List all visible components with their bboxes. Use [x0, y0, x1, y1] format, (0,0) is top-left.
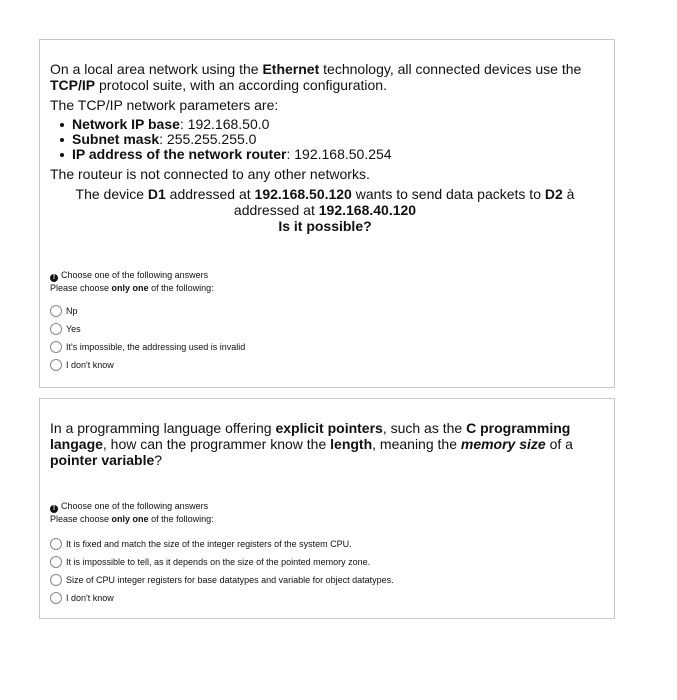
option-label: It is fixed and match the size of the integer registers of the system CPU. — [66, 539, 352, 549]
text: , how can the programmer know the — [102, 436, 331, 452]
text: of the following: — [148, 514, 214, 524]
option-label: It is impossible to tell, as it depends on the size of the pointed memory zone. — [66, 557, 371, 567]
param-subnet-mask — [72, 132, 600, 147]
text: Ethernet — [262, 61, 320, 77]
radio-button[interactable] — [50, 574, 62, 586]
text: D1 — [147, 186, 166, 202]
text: protocol suite, with an according configuration. — [95, 77, 387, 93]
text: à — [562, 186, 575, 202]
text: Please choose — [50, 283, 112, 293]
text: On a local area network using the — [50, 61, 263, 77]
answer-option[interactable] — [50, 302, 245, 320]
info-icon: ! — [50, 505, 58, 513]
option-label: Size of CPU integer registers for base datatypes and variable for object datatypes. — [66, 575, 394, 585]
question-2-text — [50, 420, 600, 468]
answer-help — [50, 269, 214, 294]
help-line-1 — [50, 500, 214, 513]
radio-button[interactable] — [50, 556, 62, 568]
text: memory size — [460, 436, 546, 452]
option-label: Yes — [66, 324, 81, 334]
param-label: Network IP base — [72, 116, 180, 132]
text: 192.168.50.120 — [254, 186, 352, 202]
param-value: : 255.255.255.0 — [159, 131, 257, 147]
text: of the following: — [148, 283, 214, 293]
text: of a — [545, 436, 573, 452]
text: In a programming language offering — [50, 420, 276, 436]
text: 192.168.40.120 — [318, 202, 417, 218]
question-1-text — [50, 61, 600, 234]
answer-option[interactable] — [50, 356, 245, 374]
option-label: Np — [66, 306, 78, 316]
param-router-ip — [72, 147, 600, 162]
param-value: : 192.168.50.254 — [286, 146, 392, 162]
help-line-1 — [50, 269, 214, 282]
radio-button[interactable] — [50, 341, 62, 353]
text: , such as the — [382, 420, 467, 436]
text: Please choose — [50, 514, 112, 524]
option-label: I don't know — [66, 593, 114, 603]
answer-option[interactable] — [50, 571, 394, 589]
text: explicit pointers — [275, 420, 383, 436]
answer-option[interactable] — [50, 338, 245, 356]
info-icon: ! — [50, 274, 58, 282]
option-label: I don't know — [66, 360, 114, 370]
answer-options — [50, 302, 245, 374]
option-label: It's impossible, the addressing used is invalid — [66, 342, 246, 352]
text: ? — [154, 452, 163, 468]
help-line-2 — [50, 282, 214, 294]
param-label: IP address of the network router — [72, 146, 287, 162]
params-list — [50, 117, 600, 162]
text: wants to send data packets to — [351, 186, 545, 202]
text: D2 — [544, 186, 563, 202]
question-card-2 — [39, 398, 615, 619]
answer-option[interactable] — [50, 320, 245, 338]
param-value: : 192.168.50.0 — [179, 116, 270, 132]
radio-button[interactable] — [50, 305, 62, 317]
params-heading: The TCP/IP network parameters are: — [50, 97, 279, 113]
answer-option[interactable] — [50, 589, 394, 607]
question-prompt — [50, 420, 600, 468]
router-note: The routeur is not connected to any other networks. — [50, 166, 370, 182]
param-network-ip — [72, 117, 600, 132]
text: TCP/IP — [50, 77, 96, 93]
answer-options — [50, 535, 394, 607]
answer-help — [50, 500, 214, 525]
question-card-1 — [39, 39, 615, 388]
param-label: Subnet mask — [72, 131, 160, 147]
text: The device — [75, 186, 148, 202]
question-prompt — [50, 186, 600, 234]
text: Choose one of the following answers — [61, 501, 209, 511]
radio-button[interactable] — [50, 323, 62, 335]
text: length — [330, 436, 373, 452]
radio-button[interactable] — [50, 359, 62, 371]
text: addressed at — [165, 186, 255, 202]
answer-option[interactable] — [50, 553, 394, 571]
text: langage — [50, 436, 103, 452]
text: Choose one of the following answers — [61, 270, 209, 280]
help-line-2 — [50, 513, 214, 525]
text: C programming — [466, 420, 571, 436]
text: pointer variable — [50, 452, 155, 468]
radio-button[interactable] — [50, 592, 62, 604]
text: only one — [111, 283, 149, 293]
text: addressed at — [233, 202, 319, 218]
radio-button[interactable] — [50, 538, 62, 550]
intro-paragraph — [50, 61, 600, 93]
text: Is it possible? — [278, 218, 372, 234]
text: only one — [111, 514, 149, 524]
answer-option[interactable] — [50, 535, 394, 553]
text: technology, all connected devices use the — [319, 61, 582, 77]
text: , meaning the — [372, 436, 461, 452]
